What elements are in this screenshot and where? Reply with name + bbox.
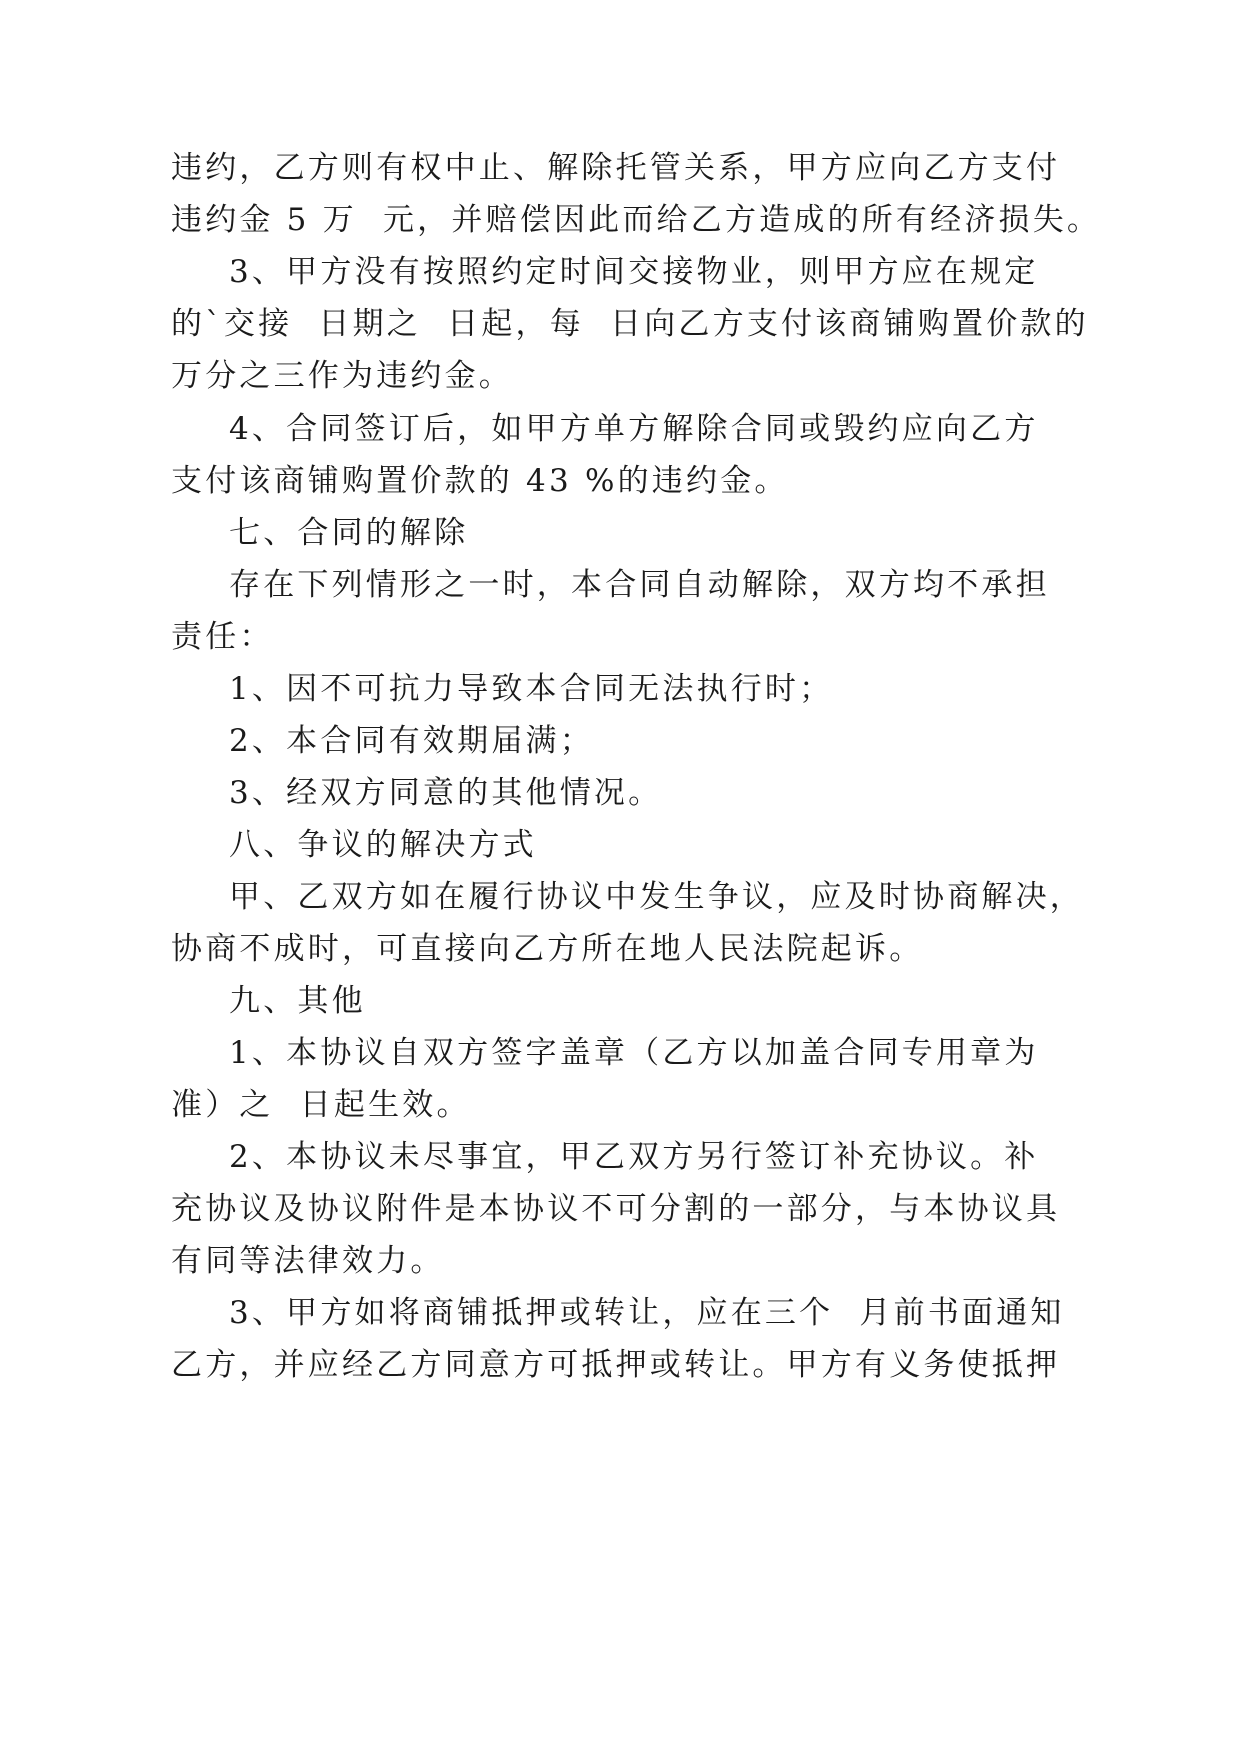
text-line: 充协议及协议附件是本协议不可分割的一部分，与本协议具 — [171, 1191, 1061, 1227]
section-heading: 九、其他 — [229, 983, 366, 1019]
text-line: 责任： — [171, 619, 274, 655]
text-line: 准）之 日起生效。 — [171, 1087, 471, 1123]
text-line: 支付该商铺购置价款的 43 %的违约金。 — [171, 463, 789, 499]
list-item: 2、本合同有效期届满； — [229, 723, 594, 759]
text-line: 违约金 5 万 元，并赔偿因此而给乙方造成的所有经济损失。 — [171, 202, 1102, 238]
list-item: 1、因不可抗力导致本合同无法执行时； — [229, 671, 834, 707]
paragraph-start-line: 1、本协议自双方签字盖章（乙方以加盖合同专用章为 — [229, 1035, 1039, 1071]
paragraph-start-line: 2、本协议未尽事宜，甲乙双方另行签订补充协议。补 — [229, 1139, 1039, 1175]
list-item: 3、经双方同意的其他情况。 — [229, 775, 663, 811]
text-line: 违约，乙方则有权中止、解除托管关系，甲方应向乙方支付 — [171, 150, 1061, 186]
text-line: 万分之三作为违约金。 — [171, 358, 513, 394]
paragraph-start-line: 3、甲方没有按照约定时间交接物业，则甲方应在规定 — [229, 254, 1039, 290]
section-heading: 八、争议的解决方式 — [229, 827, 537, 863]
text-line: 乙方，并应经乙方同意方可抵押或转让。甲方有义务使抵押 — [171, 1347, 1061, 1383]
text-line: 协商不成时，可直接向乙方所在地人民法院起诉。 — [171, 931, 924, 967]
section-heading: 七、合同的解除 — [229, 515, 469, 551]
paragraph-start-line: 4、合同签订后，如甲方单方解除合同或毁约应向乙方 — [229, 411, 1039, 447]
paragraph-start-line: 甲、乙双方如在履行协议中发生争议，应及时协商解决， — [229, 879, 1084, 915]
text-line: 的`交接 日期之 日起，每 日向乙方支付该商铺购置价款的 — [171, 306, 1089, 342]
paragraph-start-line: 存在下列情形之一时，本合同自动解除，双方均不承担 — [229, 567, 1050, 603]
text-line: 有同等法律效力。 — [171, 1243, 445, 1279]
paragraph-start-line: 3、甲方如将商铺抵押或转让，应在三个 月前书面通知 — [229, 1295, 1065, 1331]
